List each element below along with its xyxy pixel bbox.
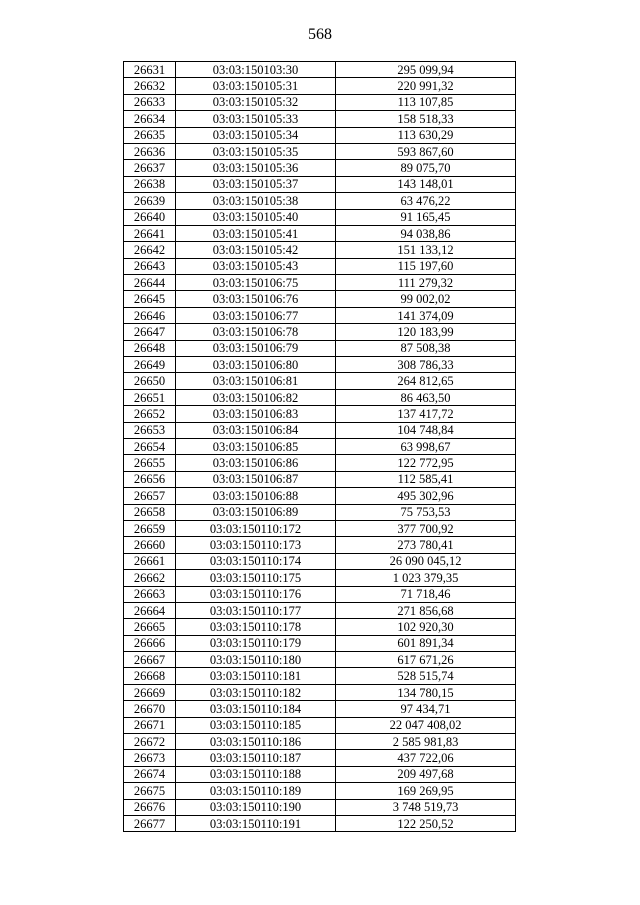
cadastral-value-cell: 89 075,70 — [336, 160, 516, 176]
cadastral-number-cell: 03:03:150105:31 — [176, 78, 336, 94]
cadastral-value-cell: 113 630,29 — [336, 127, 516, 143]
cadastral-number-cell: 03:03:150105:33 — [176, 111, 336, 127]
row-number-cell: 26634 — [124, 111, 176, 127]
table-row — [124, 619, 516, 635]
cadastral-value-cell: 271 856,68 — [336, 602, 516, 618]
table-row — [124, 340, 516, 356]
cadastral-number-cell: 03:03:150110:178 — [176, 619, 336, 635]
cadastral-number-cell: 03:03:150105:42 — [176, 242, 336, 258]
table-row — [124, 750, 516, 766]
table-row — [124, 258, 516, 274]
row-number-cell: 26633 — [124, 94, 176, 110]
row-number-cell: 26648 — [124, 340, 176, 356]
cadastral-number-cell: 03:03:150110:188 — [176, 766, 336, 782]
table-row — [124, 488, 516, 504]
cadastral-value-cell: 151 133,12 — [336, 242, 516, 258]
table-row — [124, 684, 516, 700]
cadastral-value-cell: 99 002,02 — [336, 291, 516, 307]
row-number-cell: 26651 — [124, 389, 176, 405]
cadastral-number-cell: 03:03:150110:182 — [176, 684, 336, 700]
table-row — [124, 62, 516, 78]
cadastral-number-cell: 03:03:150105:36 — [176, 160, 336, 176]
cadastral-value-cell: 134 780,15 — [336, 684, 516, 700]
cadastral-value-cell: 71 718,46 — [336, 586, 516, 602]
table-row — [124, 570, 516, 586]
row-number-cell: 26665 — [124, 619, 176, 635]
cadastral-value-cell: 26 090 045,12 — [336, 553, 516, 569]
row-number-cell: 26638 — [124, 176, 176, 192]
cadastral-value-cell: 601 891,34 — [336, 635, 516, 651]
cadastral-number-cell: 03:03:150110:187 — [176, 750, 336, 766]
cadastral-number-cell: 03:03:150105:40 — [176, 209, 336, 225]
row-number-cell: 26671 — [124, 717, 176, 733]
table-row — [124, 668, 516, 684]
table-row — [124, 357, 516, 373]
cadastral-number-cell: 03:03:150106:84 — [176, 422, 336, 438]
cadastral-value-cell: 104 748,84 — [336, 422, 516, 438]
cadastral-number-cell: 03:03:150105:43 — [176, 258, 336, 274]
cadastral-value-cell: 377 700,92 — [336, 520, 516, 536]
row-number-cell: 26656 — [124, 471, 176, 487]
row-number-cell: 26659 — [124, 520, 176, 536]
row-number-cell: 26661 — [124, 553, 176, 569]
cadastral-number-cell: 03:03:150110:172 — [176, 520, 336, 536]
cadastral-value-cell: 273 780,41 — [336, 537, 516, 553]
table-row — [124, 520, 516, 536]
cadastral-value-cell: 75 753,53 — [336, 504, 516, 520]
row-number-cell: 26639 — [124, 193, 176, 209]
row-number-cell: 26657 — [124, 488, 176, 504]
table-row — [124, 799, 516, 815]
cadastral-number-cell: 03:03:150110:191 — [176, 815, 336, 831]
row-number-cell: 26646 — [124, 307, 176, 323]
cadastral-value-cell: 63 998,67 — [336, 438, 516, 454]
table-row — [124, 307, 516, 323]
cadastral-value-cell: 141 374,09 — [336, 307, 516, 323]
cadastral-value-cell: 437 722,06 — [336, 750, 516, 766]
cadastral-value-cell: 137 417,72 — [336, 406, 516, 422]
row-number-cell: 26663 — [124, 586, 176, 602]
cadastral-number-cell: 03:03:150106:86 — [176, 455, 336, 471]
table-row — [124, 766, 516, 782]
cadastral-value-cell: 86 463,50 — [336, 389, 516, 405]
cadastral-number-cell: 03:03:150106:79 — [176, 340, 336, 356]
cadastral-number-cell: 03:03:150110:186 — [176, 734, 336, 750]
cadastral-number-cell: 03:03:150110:184 — [176, 701, 336, 717]
cadastral-number-cell: 03:03:150110:175 — [176, 570, 336, 586]
cadastral-number-cell: 03:03:150110:179 — [176, 635, 336, 651]
table-row — [124, 193, 516, 209]
cadastral-value-cell: 528 515,74 — [336, 668, 516, 684]
cadastral-value-cell: 102 920,30 — [336, 619, 516, 635]
cadastral-value-cell: 308 786,33 — [336, 357, 516, 373]
row-number-cell: 26632 — [124, 78, 176, 94]
cadastral-number-cell: 03:03:150105:41 — [176, 225, 336, 241]
cadastral-value-cell: 169 269,95 — [336, 783, 516, 799]
cadastral-number-cell: 03:03:150106:83 — [176, 406, 336, 422]
row-number-cell: 26673 — [124, 750, 176, 766]
table-row — [124, 635, 516, 651]
row-number-cell: 26660 — [124, 537, 176, 553]
row-number-cell: 26675 — [124, 783, 176, 799]
table-row — [124, 537, 516, 553]
row-number-cell: 26631 — [124, 62, 176, 78]
cadastral-number-cell: 03:03:150106:75 — [176, 275, 336, 291]
cadastral-number-cell: 03:03:150103:30 — [176, 62, 336, 78]
cadastral-number-cell: 03:03:150110:189 — [176, 783, 336, 799]
cadastral-number-cell: 03:03:150106:85 — [176, 438, 336, 454]
row-number-cell: 26672 — [124, 734, 176, 750]
row-number-cell: 26674 — [124, 766, 176, 782]
row-number-cell: 26670 — [124, 701, 176, 717]
row-number-cell: 26676 — [124, 799, 176, 815]
table-row — [124, 143, 516, 159]
cadastral-value-table — [123, 61, 516, 832]
table-row — [124, 225, 516, 241]
cadastral-value-cell: 22 047 408,02 — [336, 717, 516, 733]
row-number-cell: 26640 — [124, 209, 176, 225]
cadastral-number-cell: 03:03:150105:32 — [176, 94, 336, 110]
table-row — [124, 406, 516, 422]
table-row — [124, 471, 516, 487]
page-number: 568 — [308, 26, 332, 43]
cadastral-number-cell: 03:03:150106:88 — [176, 488, 336, 504]
cadastral-value-cell: 158 518,33 — [336, 111, 516, 127]
table-row — [124, 783, 516, 799]
cadastral-value-cell: 113 107,85 — [336, 94, 516, 110]
table-row — [124, 652, 516, 668]
cadastral-value-cell: 97 434,71 — [336, 701, 516, 717]
cadastral-number-cell: 03:03:150110:174 — [176, 553, 336, 569]
table-row — [124, 734, 516, 750]
table-row — [124, 815, 516, 831]
cadastral-value-cell: 87 508,38 — [336, 340, 516, 356]
row-number-cell: 26655 — [124, 455, 176, 471]
cadastral-value-cell: 495 302,96 — [336, 488, 516, 504]
cadastral-value-cell: 209 497,68 — [336, 766, 516, 782]
cadastral-number-cell: 03:03:150105:38 — [176, 193, 336, 209]
table-row — [124, 242, 516, 258]
table-row — [124, 373, 516, 389]
table-row — [124, 275, 516, 291]
cadastral-value-cell: 94 038,86 — [336, 225, 516, 241]
row-number-cell: 26669 — [124, 684, 176, 700]
cadastral-number-cell: 03:03:150110:177 — [176, 602, 336, 618]
cadastral-number-cell: 03:03:150105:35 — [176, 143, 336, 159]
row-number-cell: 26635 — [124, 127, 176, 143]
cadastral-number-cell: 03:03:150106:87 — [176, 471, 336, 487]
cadastral-number-cell: 03:03:150105:37 — [176, 176, 336, 192]
cadastral-number-cell: 03:03:150110:185 — [176, 717, 336, 733]
cadastral-value-cell: 143 148,01 — [336, 176, 516, 192]
table-row — [124, 324, 516, 340]
cadastral-value-cell: 115 197,60 — [336, 258, 516, 274]
cadastral-number-cell: 03:03:150106:77 — [176, 307, 336, 323]
table-row — [124, 504, 516, 520]
cadastral-number-cell: 03:03:150106:89 — [176, 504, 336, 520]
cadastral-value-cell: 1 023 379,35 — [336, 570, 516, 586]
table-row — [124, 586, 516, 602]
row-number-cell: 26636 — [124, 143, 176, 159]
table-row — [124, 602, 516, 618]
table-row — [124, 111, 516, 127]
table-body — [124, 62, 516, 832]
cadastral-value-cell: 593 867,60 — [336, 143, 516, 159]
cadastral-number-cell: 03:03:150105:34 — [176, 127, 336, 143]
cadastral-number-cell: 03:03:150106:78 — [176, 324, 336, 340]
row-number-cell: 26642 — [124, 242, 176, 258]
table-row — [124, 553, 516, 569]
table-row — [124, 389, 516, 405]
cadastral-number-cell: 03:03:150106:76 — [176, 291, 336, 307]
cadastral-number-cell: 03:03:150106:80 — [176, 357, 336, 373]
table-row — [124, 160, 516, 176]
cadastral-number-cell: 03:03:150106:81 — [176, 373, 336, 389]
row-number-cell: 26662 — [124, 570, 176, 586]
row-number-cell: 26654 — [124, 438, 176, 454]
cadastral-value-cell: 617 671,26 — [336, 652, 516, 668]
table-row — [124, 422, 516, 438]
row-number-cell: 26649 — [124, 357, 176, 373]
cadastral-value-cell: 111 279,32 — [336, 275, 516, 291]
row-number-cell: 26652 — [124, 406, 176, 422]
table-row — [124, 127, 516, 143]
cadastral-value-cell: 112 585,41 — [336, 471, 516, 487]
cadastral-number-cell: 03:03:150110:176 — [176, 586, 336, 602]
row-number-cell: 26668 — [124, 668, 176, 684]
cadastral-value-cell: 91 165,45 — [336, 209, 516, 225]
cadastral-number-cell: 03:03:150110:180 — [176, 652, 336, 668]
row-number-cell: 26637 — [124, 160, 176, 176]
table-row — [124, 209, 516, 225]
row-number-cell: 26667 — [124, 652, 176, 668]
cadastral-number-cell: 03:03:150110:190 — [176, 799, 336, 815]
row-number-cell: 26647 — [124, 324, 176, 340]
cadastral-number-cell: 03:03:150110:173 — [176, 537, 336, 553]
row-number-cell: 26666 — [124, 635, 176, 651]
table-row — [124, 438, 516, 454]
table-row — [124, 291, 516, 307]
cadastral-value-cell: 264 812,65 — [336, 373, 516, 389]
table-row — [124, 455, 516, 471]
table-row — [124, 94, 516, 110]
cadastral-value-cell: 63 476,22 — [336, 193, 516, 209]
cadastral-number-cell: 03:03:150110:181 — [176, 668, 336, 684]
cadastral-value-cell: 120 183,99 — [336, 324, 516, 340]
row-number-cell: 26677 — [124, 815, 176, 831]
cadastral-value-cell: 220 991,32 — [336, 78, 516, 94]
table-row — [124, 717, 516, 733]
table-row — [124, 701, 516, 717]
cadastral-value-cell: 122 250,52 — [336, 815, 516, 831]
cadastral-value-cell: 122 772,95 — [336, 455, 516, 471]
row-number-cell: 26644 — [124, 275, 176, 291]
row-number-cell: 26658 — [124, 504, 176, 520]
table-row — [124, 78, 516, 94]
row-number-cell: 26645 — [124, 291, 176, 307]
cadastral-value-cell: 3 748 519,73 — [336, 799, 516, 815]
cadastral-number-cell: 03:03:150106:82 — [176, 389, 336, 405]
row-number-cell: 26641 — [124, 225, 176, 241]
cadastral-value-cell: 2 585 981,83 — [336, 734, 516, 750]
table-row — [124, 176, 516, 192]
row-number-cell: 26653 — [124, 422, 176, 438]
row-number-cell: 26650 — [124, 373, 176, 389]
row-number-cell: 26643 — [124, 258, 176, 274]
row-number-cell: 26664 — [124, 602, 176, 618]
cadastral-value-cell: 295 099,94 — [336, 62, 516, 78]
